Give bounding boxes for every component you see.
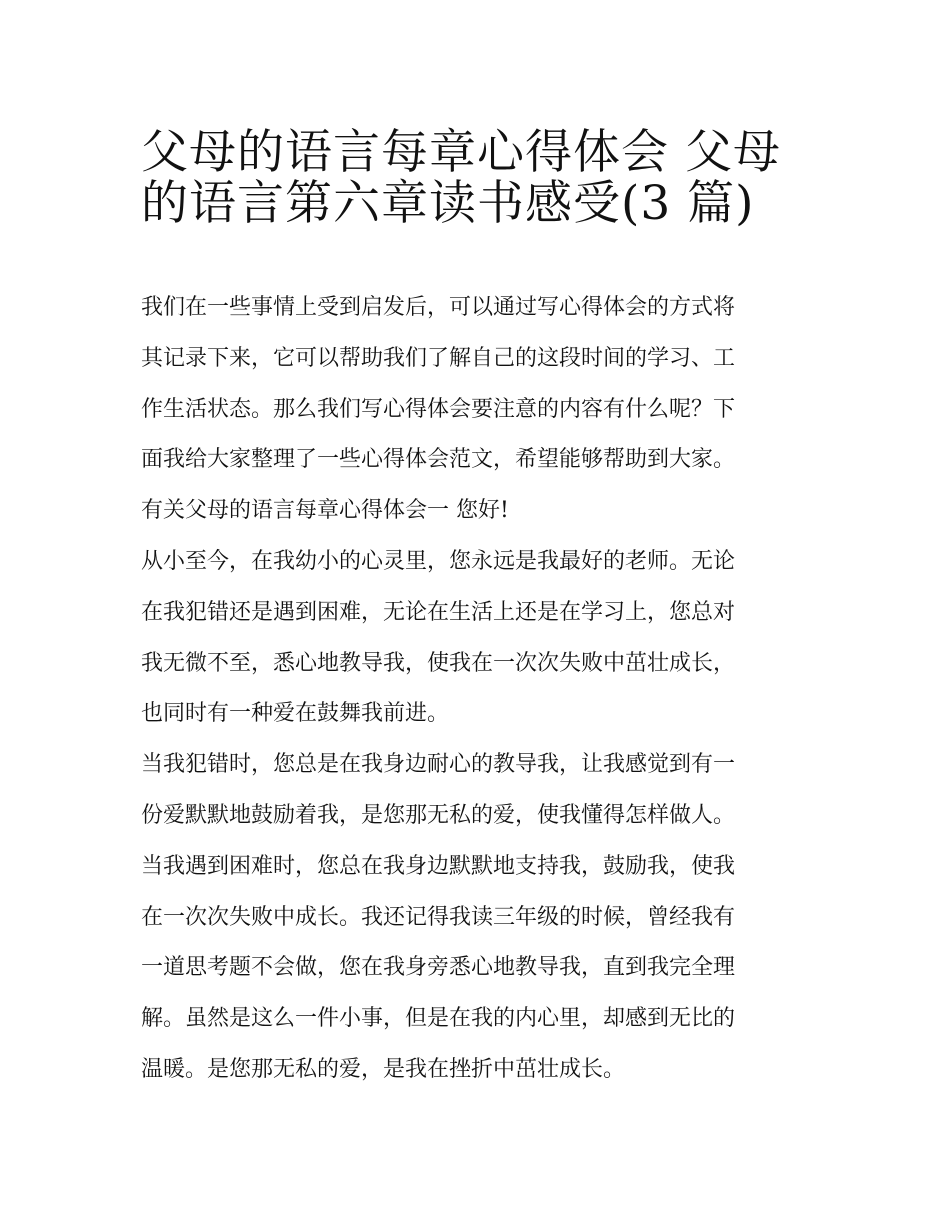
body-line: 在我犯错还是遇到困难，无论在生活上还是在学习上，您总对	[141, 599, 736, 625]
body-line: 温暖。是您那无私的爱，是我在挫折中茁壮成长。	[141, 1056, 626, 1082]
body-line: 当我遇到困难时，您总在我身边默默地支持我，鼓励我，使我	[141, 853, 736, 879]
title-line-2: 的语言第六章读书感受(3 篇)	[141, 175, 755, 231]
body-line: 作生活状态。那么我们写心得体会要注意的内容有什么呢？下	[141, 396, 736, 422]
body-line: 从小至今，在我幼小的心灵里，您永远是我最好的老师。无论	[141, 548, 736, 574]
body-line: 我无微不至，悉心地教导我，使我在一次次失败中茁壮成长，	[141, 650, 736, 676]
body-line: 也同时有一种爱在鼓舞我前进。	[141, 701, 450, 727]
body-line: 我们在一些事情上受到启发后，可以通过写心得体会的方式将	[141, 295, 736, 320]
body-line: 一道思考题不会做，您在我身旁悉心地教导我，直到我完全理	[141, 955, 736, 981]
title-line-1: 父母的语言每章心得体会 父母	[141, 125, 781, 180]
body-line: 面我给大家整理了一些心得体会范文，希望能够帮助到大家。	[141, 447, 736, 473]
body-line: 在一次次失败中成长。我还记得我读三年级的时候，曾经我有	[141, 904, 736, 930]
body-line: 其记录下来，它可以帮助我们了解自己的这段时间的学习、工	[141, 345, 736, 371]
body-line: 份爱默默地鼓励着我，是您那无私的爱，使我懂得怎样做人。	[141, 802, 736, 828]
document-title	[141, 116, 831, 231]
body-line: 解。虽然是这么一件小事，但是在我的内心里，却感到无比的	[141, 1006, 736, 1032]
document-body	[141, 283, 821, 1096]
body-line: 当我犯错时，您总是在我身边耐心的教导我，让我感觉到有一	[141, 752, 736, 778]
section-heading-line: 有关父母的语言每章心得体会一 您好!	[141, 498, 509, 524]
